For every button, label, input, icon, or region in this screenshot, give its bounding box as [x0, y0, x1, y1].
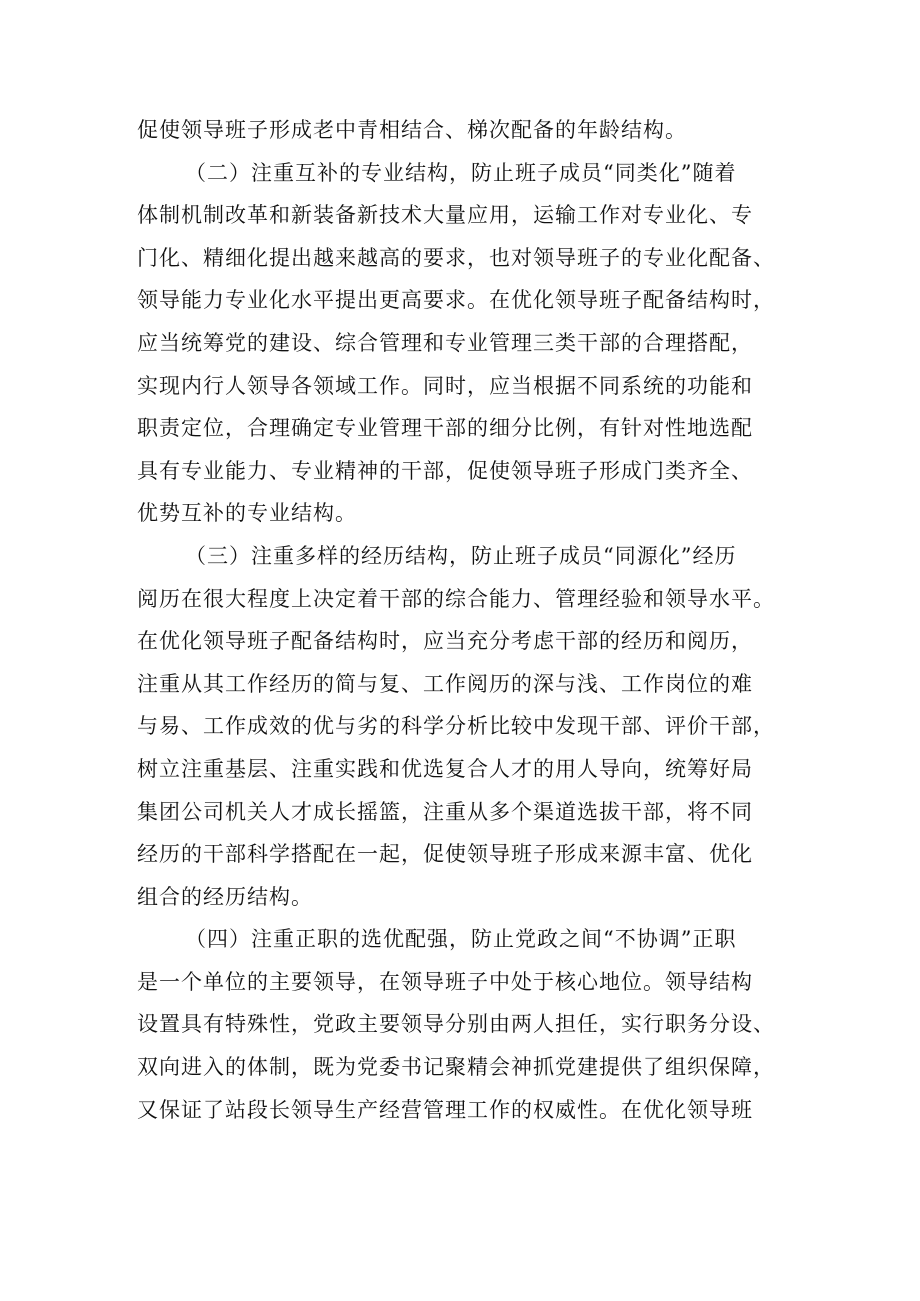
body-text	[137, 109, 797, 1131]
text-line: 优势互补的专业结构。	[137, 501, 357, 526]
paragraph-heading-line: （二）注重互补的专业结构，防止班子成员“同类化”随着	[185, 160, 737, 185]
text-line: 设置具有特殊性，党政主要领导分别由两人担任，实行职务分设、	[137, 1012, 775, 1037]
text-line: 实现内行人领导各领域工作。同时，应当根据不同系统的功能和	[137, 373, 753, 398]
text-line: 具有专业能力、专业精神的干部，促使领导班子形成门类齐全、	[137, 458, 753, 483]
text-line: 领导能力专业化水平提出更高要求。在优化领导班子配备结构时，	[137, 288, 775, 313]
text-line: 应当统筹党的建设、综合管理和专业管理三类干部的合理搭配，	[137, 330, 753, 355]
text-line: 经历的干部科学搭配在一起，促使领导班子形成来源丰富、优化	[137, 842, 753, 867]
text-line: 组合的经历结构。	[137, 884, 313, 909]
text-line: 在优化领导班子配备结构时，应当充分考虑干部的经历和阅历，	[137, 629, 753, 654]
text-line: 集团公司机关人才成长摇篮，注重从多个渠道选拔干部，将不同	[137, 799, 753, 824]
paragraph-heading-line: （三）注重多样的经历结构，防止班子成员“同源化”经历	[185, 543, 737, 568]
text-line: 阅历在很大程度上决定着干部的综合能力、管理经验和领导水平。	[137, 586, 775, 611]
text-line: 促使领导班子形成老中青相结合、梯次配备的年龄结构。	[137, 118, 687, 142]
text-line: 注重从其工作经历的简与复、工作阅历的深与浅、工作岗位的难	[137, 671, 753, 696]
paragraph-heading-line: （四）注重正职的选优配强，防止党政之间“不协调”正职	[185, 927, 737, 952]
text-line: 门化、精细化提出越来越高的要求，也对领导班子的专业化配备、	[137, 245, 775, 270]
text-line: 体制机制改革和新装备新技术大量应用，运输工作对专业化、专	[137, 203, 753, 228]
text-line: 是一个单位的主要领导，在领导班子中处于核心地位。领导结构	[137, 969, 753, 994]
text-line: 与易、工作成效的优与劣的科学分析比较中发现干部、评价干部，	[137, 714, 775, 739]
text-line: 双向进入的体制，既为党委书记聚精会神抓党建提供了组织保障，	[137, 1055, 775, 1080]
text-line: 树立注重基层、注重实践和优选复合人才的用人导向，统筹好局	[137, 756, 753, 781]
text-line: 职责定位，合理确定专业管理干部的细分比例，有针对性地选配	[137, 416, 753, 441]
text-line: 又保证了站段长领导生产经营管理工作的权威性。在优化领导班	[137, 1097, 753, 1122]
